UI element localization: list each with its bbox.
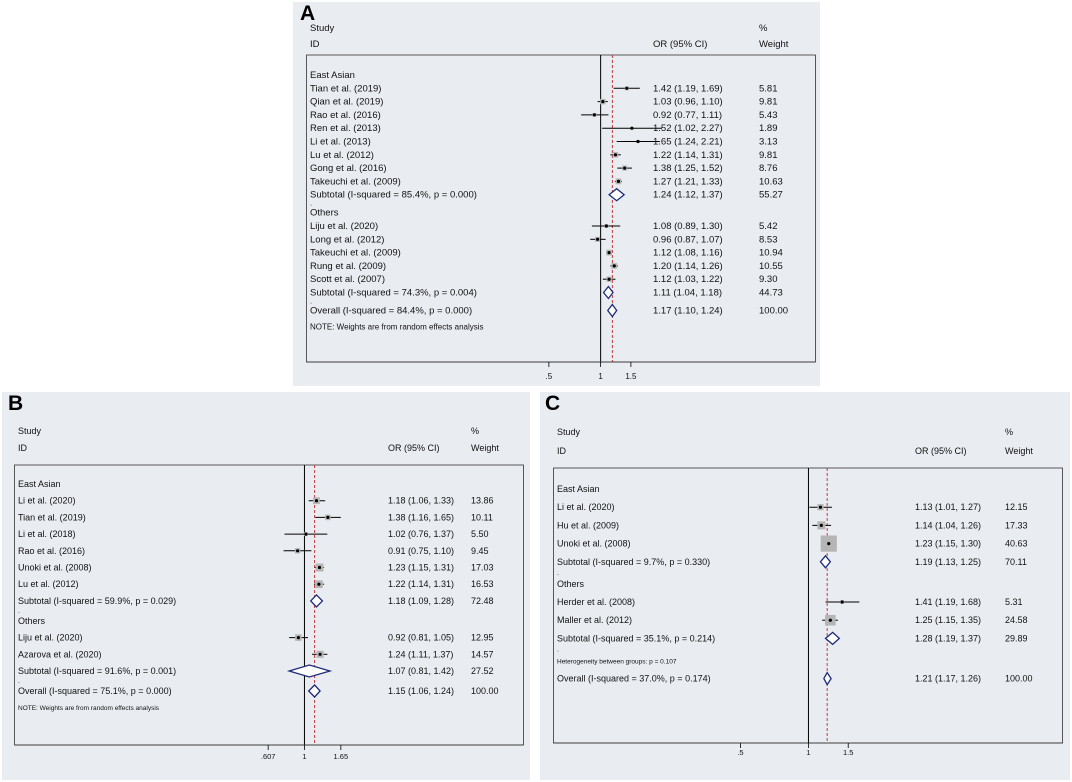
or-ci-value: 1.15 (1.06, 1.24) [388, 686, 455, 696]
study-label: Rao et al. (2016) [18, 545, 86, 556]
weight-value: 9.81 [759, 149, 778, 161]
weight-value: 5.42 [759, 221, 778, 232]
point-estimate-marker [623, 167, 626, 170]
study-label: Unoki et al. (2008) [18, 562, 92, 573]
study-label: Herder et al. (2008) [557, 597, 636, 607]
header-weight-label: Weight [759, 39, 789, 50]
subtotal-diamond [311, 595, 323, 607]
study-label: Unoki et al. (2008) [557, 538, 631, 549]
or-ci-value: 1.11 (1.04, 1.18) [653, 287, 723, 299]
forest-plot-b [14, 412, 524, 774]
weight-value: 100.00 [1005, 673, 1033, 684]
study-label: Scott et al. (2007) [310, 274, 385, 286]
point-estimate-marker [841, 600, 844, 603]
header-percent-label: % [759, 23, 768, 34]
header-percent-label: % [471, 426, 480, 436]
weight-value: 100.00 [471, 686, 499, 696]
weight-value: 72.48 [471, 595, 494, 606]
weights-note: NOTE: Weights are from random effects analysis [18, 705, 160, 712]
or-ci-value: 0.91 (0.75, 1.10) [388, 545, 455, 556]
study-label: Tian et al. (2019) [310, 83, 382, 95]
weight-value: 10.94 [759, 247, 783, 259]
or-ci-value: 1.13 (1.01, 1.27) [915, 502, 982, 513]
x-tick-label: .5 [737, 748, 744, 757]
or-ci-value: 0.92 (0.81, 1.05) [388, 632, 455, 643]
point-estimate-marker [596, 238, 599, 241]
subtotal-label: Subtotal (I-squared = 59.9%, p = 0.029) [18, 595, 177, 606]
study-label: Rao et al. (2016) [310, 109, 381, 121]
weight-value: 8.76 [759, 163, 778, 175]
study-label: Azarova et al. (2020) [18, 649, 102, 660]
or-ci-value: 1.38 (1.16, 1.65) [388, 512, 455, 523]
study-label: Qian et al. (2019) [310, 96, 384, 108]
weight-value: 9.81 [759, 96, 778, 108]
weight-value: 10.63 [759, 176, 783, 188]
or-ci-value: 1.18 (1.09, 1.28) [388, 595, 455, 606]
study-label: Lu et al. (2012) [18, 579, 79, 590]
point-estimate-marker [315, 499, 318, 502]
subgroup-heading: Others [310, 207, 339, 219]
spacer-dot: . [310, 198, 313, 208]
subtotal-diamond [820, 556, 830, 568]
or-ci-value: 1.20 (1.14, 1.26) [653, 260, 723, 272]
header-or-label: OR (95% CI) [653, 39, 708, 50]
overall-diamond [608, 305, 617, 317]
subgroup-heading: East Asian [18, 479, 61, 489]
subtotal-label: Subtotal (I-squared = 9.7%, p = 0.330) [557, 556, 711, 567]
point-estimate-marker [827, 542, 830, 545]
or-ci-value: 1.23 (1.15, 1.30) [915, 538, 982, 549]
weight-value: 12.95 [471, 632, 494, 643]
weight-value: 3.13 [759, 136, 778, 148]
overall-label: Overall (I-squared = 84.4%, p = 0.000) [310, 305, 473, 317]
study-label: Hu et al. (2009) [557, 520, 620, 531]
spacer-dot: . [557, 646, 559, 654]
subgroup-heading: East Asian [557, 484, 600, 494]
or-ci-value: 1.23 (1.15, 1.31) [388, 562, 455, 573]
header-weight-label: Weight [1005, 446, 1033, 456]
or-ci-value: 1.28 (1.19, 1.37) [915, 633, 982, 644]
or-ci-value: 1.03 (0.96, 1.10) [653, 96, 723, 108]
header-or-label: OR (95% CI) [388, 443, 440, 453]
point-estimate-marker [630, 127, 633, 130]
point-estimate-marker [326, 516, 329, 519]
study-label: Takeuchi et al. (2009) [310, 247, 401, 259]
overall-diamond [309, 685, 320, 697]
point-estimate-marker [617, 180, 620, 183]
weight-value: 10.55 [759, 260, 783, 272]
weight-value: 10.11 [471, 512, 493, 523]
point-estimate-marker [318, 653, 321, 656]
header-id-label: ID [557, 446, 566, 456]
study-label: Long et al. (2012) [310, 234, 385, 246]
or-ci-value: 1.21 (1.17, 1.26) [915, 673, 982, 684]
or-ci-value: 1.02 (0.76, 1.37) [388, 529, 455, 540]
study-label: Gong et al. (2016) [310, 163, 387, 175]
or-ci-value: 1.12 (1.08, 1.16) [653, 247, 723, 259]
x-tick-label: 1.5 [625, 372, 637, 381]
or-ci-value: 1.41 (1.19, 1.68) [915, 597, 982, 607]
x-tick-label: 1.65 [333, 752, 349, 761]
study-label: Li et al. (2013) [310, 136, 371, 148]
weight-value: 29.89 [1005, 633, 1028, 644]
or-ci-value: 1.27 (1.21, 1.33) [653, 176, 723, 188]
point-estimate-marker [829, 619, 832, 622]
x-tick-label: 1 [598, 372, 603, 381]
or-ci-value: 1.42 (1.19, 1.69) [653, 83, 723, 95]
weight-value: 5.31 [1005, 597, 1023, 607]
or-ci-value: 1.08 (0.89, 1.30) [653, 221, 723, 232]
study-label: Takeuchi et al. (2009) [310, 176, 401, 188]
or-ci-value: 1.22 (1.14, 1.31) [653, 149, 723, 161]
spacer-dot: . [310, 296, 313, 306]
weight-value: 14.57 [471, 649, 494, 660]
subtotal-label: Subtotal (I-squared = 91.6%, p = 0.001) [18, 666, 177, 676]
panel-a-letter: A [300, 2, 316, 25]
weight-value: 8.53 [759, 234, 778, 246]
point-estimate-marker [613, 264, 616, 267]
point-estimate-marker [593, 113, 596, 116]
weight-value: 16.53 [471, 579, 494, 590]
x-tick-label: 1 [302, 752, 307, 761]
study-label: Liju et al. (2020) [18, 632, 83, 643]
spacer-dot: . [557, 569, 559, 577]
overall-label: Overall (I-squared = 37.0%, p = 0.174) [557, 673, 711, 684]
header-percent-label: % [1005, 427, 1014, 437]
subgroup-heading: East Asian [310, 70, 355, 81]
study-label: Maller et al. (2012) [557, 615, 633, 626]
forest-plot-c [553, 412, 1063, 774]
or-ci-value: 1.24 (1.12, 1.37) [653, 189, 723, 201]
weight-value: 40.63 [1005, 538, 1028, 549]
subtotal-diamond [289, 665, 330, 677]
study-label: Tian et al. (2019) [18, 512, 86, 523]
weights-note: NOTE: Weights are from random effects analysis [310, 322, 484, 332]
or-ci-value: 1.12 (1.03, 1.22) [653, 274, 723, 286]
subtotal-label: Subtotal (I-squared = 35.1%, p = 0.214) [557, 633, 716, 644]
panel-b-letter: B [8, 392, 24, 415]
spacer-dot: . [18, 678, 20, 685]
header-study-label: Study [557, 427, 581, 437]
point-estimate-marker [318, 566, 321, 569]
subtotal-label: Subtotal (I-squared = 85.4%, p = 0.000) [310, 189, 477, 201]
weight-value: 5.43 [759, 109, 778, 121]
subgroup-heading: Others [18, 615, 46, 626]
point-estimate-marker [296, 549, 299, 552]
header-study-label: Study [18, 426, 42, 436]
header-id-label: ID [18, 443, 27, 453]
point-estimate-marker [297, 636, 300, 639]
or-ci-value: 1.25 (1.15, 1.35) [915, 615, 982, 626]
point-estimate-marker [317, 583, 320, 586]
point-estimate-marker [614, 153, 617, 156]
study-label: Li et al. (2020) [557, 502, 615, 513]
or-ci-value: 0.96 (0.87, 1.07) [653, 234, 723, 246]
point-estimate-marker [605, 224, 608, 227]
or-ci-value: 1.18 (1.06, 1.33) [388, 495, 455, 506]
or-ci-value: 1.22 (1.14, 1.31) [388, 579, 455, 590]
study-label: Lu et al. (2012) [310, 149, 374, 161]
weight-value: 1.89 [759, 123, 778, 135]
weight-value: 24.58 [1005, 615, 1028, 626]
x-tick-label: .607 [260, 752, 276, 761]
subtotal-diamond [609, 189, 624, 201]
study-label: Liju et al. (2020) [310, 221, 379, 232]
weight-value: 17.03 [471, 562, 494, 573]
x-tick-label: 1 [806, 748, 811, 757]
study-label: Ren et al. (2013) [310, 123, 381, 135]
weight-value: 55.27 [759, 189, 783, 201]
weight-value: 9.45 [471, 545, 489, 556]
or-ci-value: 1.19 (1.13, 1.25) [915, 556, 982, 567]
point-estimate-marker [636, 140, 639, 143]
or-ci-value: 1.38 (1.25, 1.52) [653, 163, 723, 175]
weight-value: 17.33 [1005, 520, 1028, 531]
header-id-label: ID [310, 39, 320, 50]
point-estimate-marker [820, 524, 823, 527]
or-ci-value: 1.14 (1.04, 1.26) [915, 520, 982, 531]
weight-value: 5.50 [471, 529, 489, 540]
or-ci-value: 1.07 (0.81, 1.42) [388, 666, 455, 676]
heterogeneity-note: Heterogeneity between groups: p = 0.107 [557, 658, 677, 666]
weight-value: 100.00 [759, 305, 789, 317]
weight-value: 13.86 [471, 495, 494, 506]
study-label: Rung et al. (2009) [310, 260, 387, 272]
point-estimate-marker [607, 278, 610, 281]
or-ci-value: 1.24 (1.11, 1.37) [388, 649, 454, 660]
study-label: Li et al. (2018) [18, 529, 76, 540]
header-study-label: Study [310, 23, 335, 34]
point-estimate-marker [304, 533, 307, 536]
weight-value: 44.73 [759, 287, 783, 299]
x-tick-label: .5 [545, 372, 553, 381]
subtotal-label: Subtotal (I-squared = 74.3%, p = 0.004) [310, 287, 477, 299]
forest-plot-a [306, 17, 816, 381]
or-ci-value: 1.52 (1.02, 2.27) [653, 123, 723, 135]
point-estimate-marker [601, 100, 604, 103]
weight-value: 70.11 [1005, 556, 1027, 567]
study-label: Li et al. (2020) [18, 495, 76, 506]
point-estimate-marker [607, 251, 610, 254]
subgroup-heading: Others [557, 578, 585, 589]
subtotal-diamond [604, 287, 613, 299]
point-estimate-marker [819, 506, 822, 509]
header-weight-label: Weight [471, 443, 499, 453]
weight-value: 9.30 [759, 274, 778, 286]
overall-label: Overall (I-squared = 75.1%, p = 0.000) [18, 686, 172, 696]
x-tick-label: 1.5 [842, 748, 854, 757]
weight-value: 5.81 [759, 83, 778, 95]
point-estimate-marker [625, 87, 628, 90]
panel-c-letter: C [545, 392, 561, 415]
or-ci-value: 1.17 (1.10, 1.24) [653, 305, 723, 317]
overall-diamond [824, 673, 831, 685]
or-ci-value: 1.65 (1.24, 2.21) [653, 136, 723, 148]
spacer-dot: . [18, 607, 20, 615]
weight-value: 27.52 [471, 666, 494, 676]
or-ci-value: 0.92 (0.77, 1.11) [653, 109, 723, 121]
header-or-label: OR (95% CI) [915, 446, 967, 456]
weight-value: 12.15 [1005, 502, 1028, 513]
